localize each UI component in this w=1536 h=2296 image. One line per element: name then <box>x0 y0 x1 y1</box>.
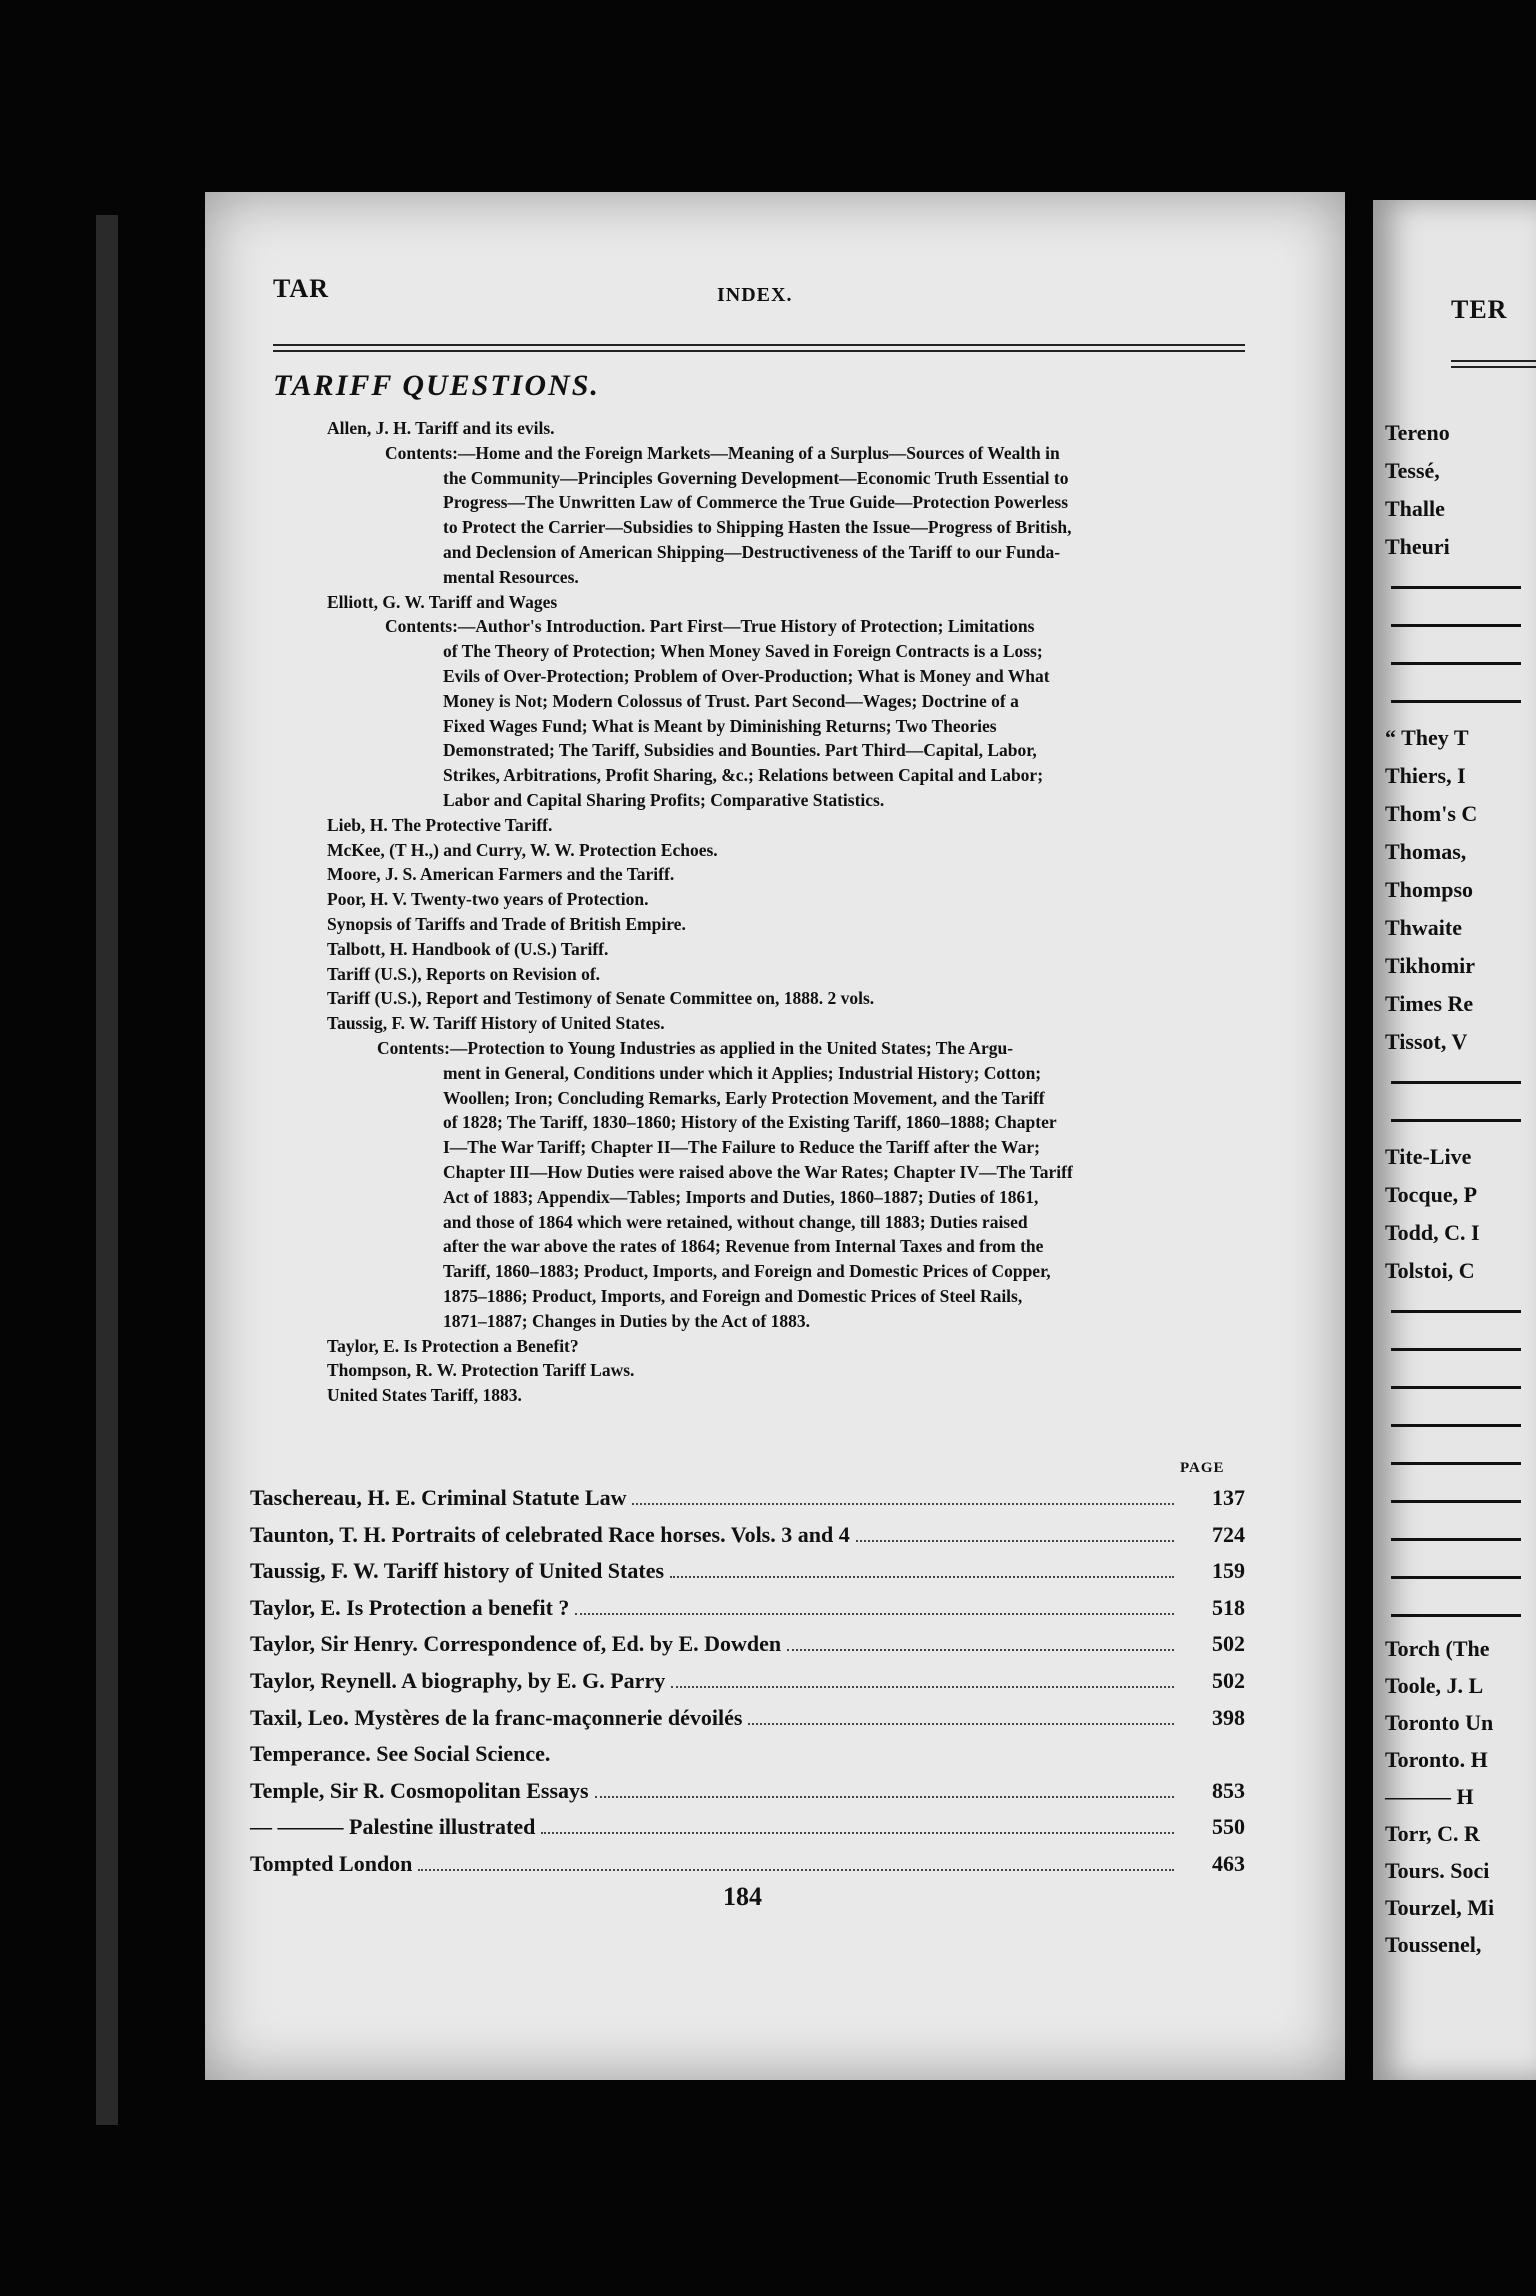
right-dash-line <box>1391 1576 1521 1579</box>
entry-page-number: 518 <box>1212 1594 1245 1620</box>
header-rule-bottom <box>273 350 1245 352</box>
sub-entry-line: United States Tariff, 1883. <box>327 1385 522 1406</box>
right-entry-fragment: Theuri <box>1385 534 1450 559</box>
section-heading: TARIFF QUESTIONS. <box>273 369 600 402</box>
right-running-head: TER <box>1451 295 1508 324</box>
dot-leader <box>671 1686 1174 1688</box>
right-entry-fragment: Times Re <box>1385 991 1474 1016</box>
sub-entry-line: 1871–1887; Changes in Duties by the Act of 1883. <box>443 1310 811 1331</box>
right-entry-fragment: Torr, C. R <box>1385 1821 1480 1846</box>
right-dash-line <box>1391 700 1521 703</box>
right-page-fragment <box>1373 200 1536 2080</box>
entry-title: Temple, Sir R. Cosmopolitan Essays <box>250 1777 589 1803</box>
sub-entry-line: Contents:—Home and the Foreign Markets—Meaning of a Surplus—Sources of Wealth in <box>385 442 1060 463</box>
header-rule-top <box>273 344 1245 346</box>
right-entry-fragment: Tereno <box>1385 420 1450 445</box>
right-entry-fragment: Thiers, I <box>1385 763 1466 788</box>
right-entry-fragment: Thomas, <box>1385 839 1467 864</box>
entry-page-number: 502 <box>1212 1631 1245 1657</box>
right-entry-fragment: Tissot, V <box>1385 1029 1468 1054</box>
sub-entry-line: Synopsis of Tariffs and Trade of British Empire. <box>327 914 686 934</box>
right-entry-fragment: Toronto Un <box>1385 1710 1494 1735</box>
right-header-rule-2 <box>1451 366 1536 368</box>
running-head-center: INDEX. <box>717 284 793 306</box>
right-entry-fragment: Toole, J. L <box>1385 1673 1484 1698</box>
right-entry-fragment: Tolstoi, C <box>1385 1258 1475 1283</box>
entry-title: Taussig, F. W. Tariff history of United States <box>250 1558 665 1584</box>
sub-entry-line: Contents:—Protection to Young Industries as applied in the United States; The Argu- <box>377 1038 1014 1058</box>
sub-entry-line: McKee, (T H.,) and Curry, W. W. Protection Echoes. <box>327 839 718 860</box>
sub-entry-line: I—The War Tariff; Chapter II—The Failure to Reduce the Tariff after the War; <box>443 1137 1040 1158</box>
dot-leader <box>748 1723 1174 1725</box>
page-folio: 184 <box>723 1882 762 1911</box>
right-entry-fragment: Thompso <box>1385 877 1474 902</box>
right-dash-line <box>1391 1462 1521 1465</box>
entry-page-number: 463 <box>1212 1851 1245 1876</box>
right-dash-line <box>1391 1348 1521 1351</box>
entry-title: Taylor, Reynell. A biography, by E. G. Parry <box>250 1668 666 1693</box>
right-entry-fragment: Tite-Live <box>1385 1144 1472 1169</box>
right-entry-fragment: Torch (The <box>1385 1636 1490 1661</box>
sub-entry-line: mental Resources. <box>443 566 579 587</box>
entry-page-number: 502 <box>1212 1668 1245 1693</box>
right-entry-fragment: Thom's C <box>1385 801 1478 826</box>
binding-edge <box>96 215 118 2125</box>
sub-entry-line: Tariff (U.S.), Reports on Revision of. <box>327 963 601 984</box>
right-entry-fragment: Tourzel, Mi <box>1385 1895 1495 1920</box>
sub-entry-line: Fixed Wages Fund; What is Meant by Diminishing Returns; Two Theories <box>443 715 997 736</box>
right-entry-fragment: “ They T <box>1385 725 1469 750</box>
dot-leader <box>541 1832 1174 1834</box>
sub-entry-line: Allen, J. H. Tariff and its evils. <box>327 418 555 438</box>
sub-entry-line: the Community—Principles Governing Development—Economic Truth Essential to <box>443 467 1069 488</box>
right-header-rule <box>1451 360 1536 362</box>
entry-page-number: 159 <box>1212 1558 1245 1584</box>
entry-title: Taunton, T. H. Portraits of celebrated Race horses. Vols. 3 and 4 <box>250 1521 850 1547</box>
right-dash-line <box>1391 1614 1521 1617</box>
right-dash-line <box>1391 1538 1521 1541</box>
dot-leader <box>575 1613 1174 1615</box>
right-entry-fragment: Toussenel, <box>1385 1932 1482 1957</box>
sub-entry-line: of 1828; The Tariff, 1830–1860; History of the Existing Tariff, 1860–1888; Chapter <box>443 1112 1057 1133</box>
left-page <box>205 192 1345 2080</box>
sub-entry-line: Tariff, 1860–1883; Product, Imports, and Foreign and Domestic Prices of Copper, <box>443 1261 1051 1282</box>
right-dash-line <box>1391 1119 1521 1122</box>
right-dash-line <box>1391 1386 1521 1389</box>
sub-entry-line: after the war above the rates of 1864; Revenue from Internal Taxes and from the <box>443 1236 1044 1257</box>
sub-entry-line: Evils of Over-Protection; Problem of Over-Production; What is Money and What <box>443 666 1050 686</box>
page-column-label: PAGE <box>1180 1460 1225 1476</box>
sub-entry-line: Thompson, R. W. Protection Tariff Laws. <box>327 1360 635 1381</box>
entry-title: Temperance. See Social Science. <box>250 1741 551 1767</box>
dot-leader <box>418 1869 1174 1871</box>
right-dash-line <box>1391 1500 1521 1503</box>
entry-page-number: 398 <box>1212 1704 1245 1730</box>
dot-leader <box>856 1540 1174 1542</box>
sub-entry-line: Moore, J. S. American Farmers and the Tariff. <box>327 864 675 885</box>
entry-page-number: 853 <box>1212 1777 1245 1803</box>
sub-entry-line: Talbott, H. Handbook of (U.S.) Tariff. <box>327 938 609 959</box>
entry-page-number: 550 <box>1212 1814 1245 1840</box>
sub-entry-line: Woollen; Iron; Concluding Remarks, Early Protection Movement, and the Tariff <box>443 1087 1045 1108</box>
sub-entry-line: Lieb, H. The Protective Tariff. <box>327 814 553 835</box>
right-dash-line <box>1391 1310 1521 1313</box>
right-dash-line <box>1391 624 1521 627</box>
entry-title: — ——— Palestine illustrated <box>250 1814 536 1840</box>
running-head-left: TAR <box>273 274 329 303</box>
sub-entry-line: Contents:—Author's Introduction. Part First—True History of Protection; Limitations <box>385 616 1035 637</box>
right-entry-fragment: Todd, C. I <box>1385 1220 1480 1245</box>
right-entry-fragment: Tikhomir <box>1385 953 1476 978</box>
sub-entry-line: Demonstrated; The Tariff, Subsidies and Bounties. Part Third—Capital, Labor, <box>443 740 1037 761</box>
entry-page-number: 724 <box>1212 1521 1245 1547</box>
sub-entry-line: of The Theory of Protection; When Money Saved in Foreign Contracts is a Loss; <box>443 641 1043 662</box>
right-entry-fragment: Tessé, <box>1385 458 1440 483</box>
right-dash-line <box>1391 1081 1521 1084</box>
entry-page-number: 137 <box>1212 1485 1245 1510</box>
sub-entry-line: Poor, H. V. Twenty-two years of Protection. <box>327 889 649 910</box>
dot-leader <box>670 1576 1174 1578</box>
sub-entry-line: Progress—The Unwritten Law of Commerce the True Guide—Protection Powerless <box>443 492 1069 513</box>
entry-title: Tompted London <box>250 1851 413 1876</box>
dot-leader <box>595 1796 1174 1798</box>
dot-leader <box>787 1649 1174 1651</box>
entry-title: Taylor, E. Is Protection a benefit ? <box>250 1594 570 1620</box>
sub-entry-line: Tariff (U.S.), Report and Testimony of Senate Committee on, 1888. 2 vols. <box>327 988 875 1009</box>
sub-entry-line: Taylor, E. Is Protection a Benefit? <box>327 1335 579 1356</box>
sub-entry-line: and Declension of American Shipping—Destructiveness of the Tariff to our Funda- <box>443 542 1061 562</box>
right-entry-fragment: Toronto. H <box>1385 1747 1488 1772</box>
right-entry-fragment: ——— H <box>1385 1784 1474 1809</box>
right-dash-line <box>1391 1424 1521 1427</box>
sub-entry-line: Labor and Capital Sharing Profits; Comparative Statistics. <box>443 790 885 810</box>
sub-entry-line: and those of 1864 which were retained, without change, till 1883; Duties raised <box>443 1211 1028 1232</box>
sub-entry-line: Taussig, F. W. Tariff History of United States. <box>327 1013 665 1034</box>
right-entry-fragment: Tocque, P <box>1385 1182 1478 1207</box>
right-entry-fragment: Thwaite <box>1385 915 1462 940</box>
sub-entry-line: Money is Not; Modern Colossus of Trust. Part Second—Wages; Doctrine of a <box>443 690 1019 711</box>
dot-leader <box>632 1503 1174 1505</box>
sub-entry-line: Chapter III—How Duties were raised above the War Rates; Chapter IV—The Tariff <box>443 1162 1073 1182</box>
sub-entry-line: 1875–1886; Product, Imports, and Foreign and Domestic Prices of Steel Rails, <box>443 1286 1023 1306</box>
right-dash-line <box>1391 662 1521 665</box>
entry-title: Taylor, Sir Henry. Correspondence of, Ed. by E. Dowden <box>250 1631 782 1657</box>
entry-title: Taschereau, H. E. Criminal Statute Law <box>250 1485 627 1510</box>
sub-entry-line: Elliott, G. W. Tariff and Wages <box>327 591 558 612</box>
sub-entry-line: Act of 1883; Appendix—Tables; Imports and Duties, 1860–1887; Duties of 1861, <box>443 1186 1039 1207</box>
right-entry-fragment: Thalle <box>1385 496 1445 521</box>
right-dash-line <box>1391 586 1521 589</box>
right-entry-fragment: Tours. Soci <box>1385 1858 1490 1883</box>
sub-entry-line: Strikes, Arbitrations, Profit Sharing, &c.; Relations between Capital and Labor; <box>443 765 1044 786</box>
sub-entry-line: ment in General, Conditions under which it Applies; Industrial History; Cotton; <box>443 1062 1042 1083</box>
sub-entry-line: to Protect the Carrier—Subsidies to Shipping Hasten the Issue—Progress of British, <box>443 517 1072 538</box>
entry-title: Taxil, Leo. Mystères de la franc-maçonnerie dévoilés <box>250 1704 743 1730</box>
